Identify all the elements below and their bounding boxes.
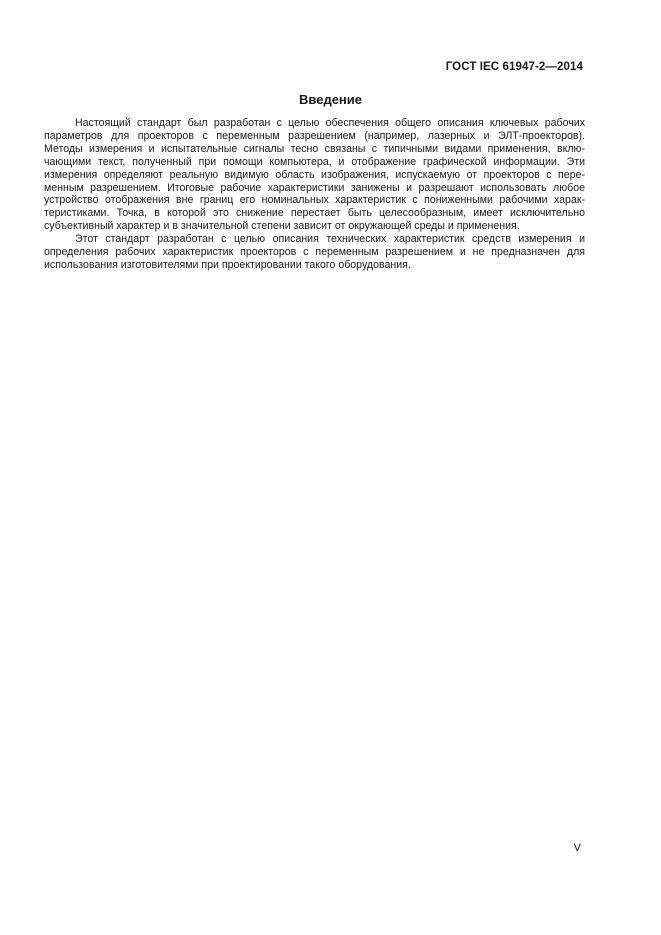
page-number: V [573,842,581,854]
text-line: Настоящий стандарт был разработан с целью обеспечения общего описания ключевых рабочих [75,117,585,129]
standard-code: ГОСТ IEC 61947-2—2014 [445,61,583,73]
text-line: измерения определяют реальную видимую область изображения, испускаемую от проекторов с пере- [44,168,585,181]
text-line: использования изготовителями при проектировании такого оборудования. [44,258,411,271]
section-title: Введение [299,92,362,107]
body-text [44,117,585,272]
text-line: определения рабочих характеристик проекторов с переменным разрешением и не предназначен для [44,246,585,259]
text-line: устройство отображения вне границ его номинальных характеристик с пониженными рабочими харак- [44,194,585,207]
text-line: менным разрешением. Итоговые рабочие характеристики занижены и разрешают использовать любое [44,181,585,194]
paragraph-1 [44,117,585,233]
text-line: субъективный характер и в значительной степени зависит от окружающей среды и применения. [44,220,520,233]
text-line: Методы измерения и испытательные сигналы тесно связаны с типичными видами применения, вклю- [44,142,585,155]
text-line: Этот стандарт разработан с целью описания технических характеристик средств измерения и [75,233,585,246]
text-line: параметров для проекторов с переменным разрешением (например, лазерных и ЭЛТ-проекторов). [44,129,585,142]
paragraph-2 [44,233,585,272]
text-line: теристиками. Точка, в которой это снижение перестает быть целесообразным, имеет исключительно [44,207,585,220]
text-line: чающими текст, полученный при помощи компьютера, и отображение графической информации. Эти [44,155,585,168]
